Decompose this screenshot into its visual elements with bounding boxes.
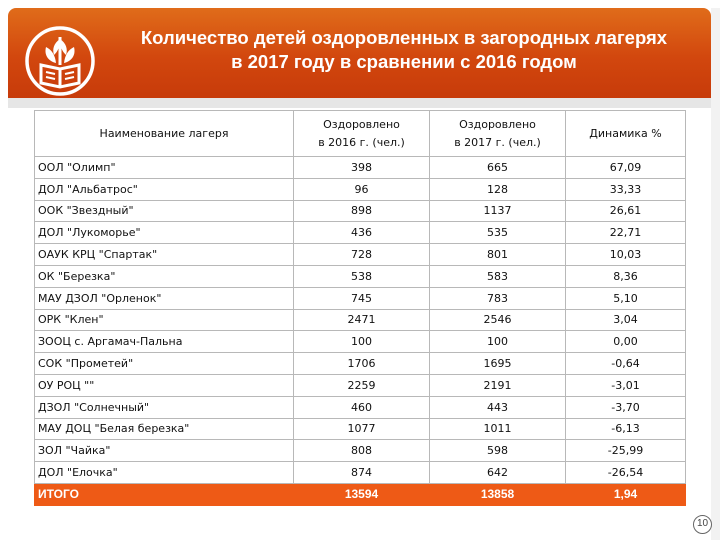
camp-name-cell: ОРК "Клен"	[35, 309, 294, 331]
camp-name-cell: ДОЛ "Альбатрос"	[35, 178, 294, 200]
page-number: 10	[693, 515, 712, 534]
table-row	[35, 287, 686, 309]
camp-name-cell: ДОЛ "Елочка"	[35, 462, 294, 484]
value-2017-cell: 1011	[430, 418, 566, 440]
table-row	[35, 418, 686, 440]
dynamics-cell: 22,71	[566, 222, 686, 244]
value-2016-cell: 460	[294, 396, 430, 418]
emblem-book-wheat-icon	[24, 25, 96, 97]
table-row	[35, 462, 686, 484]
value-2016-cell: 2471	[294, 309, 430, 331]
table-row	[35, 396, 686, 418]
table-row	[35, 331, 686, 353]
header-2016-line2: в 2016 г. (чел.)	[318, 135, 405, 149]
header-dynamics: Динамика %	[566, 111, 686, 157]
value-2016-cell: 1077	[294, 418, 430, 440]
camp-name-cell: МАУ ДОЦ "Белая березка"	[35, 418, 294, 440]
camp-name-cell: ДЗОЛ "Солнечный"	[35, 396, 294, 418]
dynamics-cell: -3,70	[566, 396, 686, 418]
camp-name-cell: ООЛ "Олимп"	[35, 157, 294, 179]
total-2016: 13594	[294, 483, 430, 505]
value-2016-cell: 100	[294, 331, 430, 353]
header-2017-line1: Оздоровлено	[459, 117, 536, 131]
camp-name-cell: ОУ РОЦ ""	[35, 374, 294, 396]
dynamics-cell: 67,09	[566, 157, 686, 179]
header-2017-line2: в 2017 г. (чел.)	[454, 135, 541, 149]
value-2017-cell: 1137	[430, 200, 566, 222]
table-row	[35, 200, 686, 222]
camp-name-cell: ОАУК КРЦ "Спартак"	[35, 244, 294, 266]
value-2017-cell: 128	[430, 178, 566, 200]
table-row	[35, 244, 686, 266]
value-2017-cell: 642	[430, 462, 566, 484]
camps-table	[34, 110, 686, 506]
value-2017-cell: 783	[430, 287, 566, 309]
dynamics-cell: 3,04	[566, 309, 686, 331]
dynamics-cell: 5,10	[566, 287, 686, 309]
value-2017-cell: 443	[430, 396, 566, 418]
value-2016-cell: 874	[294, 462, 430, 484]
dynamics-cell: -3,01	[566, 374, 686, 396]
table-row	[35, 265, 686, 287]
value-2017-cell: 535	[430, 222, 566, 244]
value-2016-cell: 398	[294, 157, 430, 179]
value-2017-cell: 2191	[430, 374, 566, 396]
camp-name-cell: ОК "Березка"	[35, 265, 294, 287]
value-2016-cell: 436	[294, 222, 430, 244]
slide-title	[104, 26, 704, 74]
total-label: ИТОГО	[35, 483, 294, 505]
title-line-1: Количество детей оздоровленных в загородных лагерях	[140, 27, 668, 48]
total-2017: 13858	[430, 483, 566, 505]
value-2016-cell: 728	[294, 244, 430, 266]
dynamics-cell: 0,00	[566, 331, 686, 353]
value-2016-cell: 538	[294, 265, 430, 287]
camp-name-cell: ЗОЛ "Чайка"	[35, 440, 294, 462]
table-row	[35, 157, 686, 179]
value-2017-cell: 598	[430, 440, 566, 462]
value-2016-cell: 2259	[294, 374, 430, 396]
title-line-2: в 2017 году в сравнении с 2016 годом	[231, 51, 577, 72]
table-row	[35, 222, 686, 244]
slide-header	[8, 8, 711, 98]
value-2017-cell: 2546	[430, 309, 566, 331]
table-row	[35, 353, 686, 375]
table-row	[35, 374, 686, 396]
table-row	[35, 440, 686, 462]
value-2016-cell: 1706	[294, 353, 430, 375]
value-2016-cell: 898	[294, 200, 430, 222]
value-2017-cell: 1695	[430, 353, 566, 375]
header-2016	[294, 111, 430, 157]
value-2017-cell: 665	[430, 157, 566, 179]
dynamics-cell: 26,61	[566, 200, 686, 222]
camp-name-cell: СОК "Прометей"	[35, 353, 294, 375]
dynamics-cell: 8,36	[566, 265, 686, 287]
value-2016-cell: 96	[294, 178, 430, 200]
camp-name-cell: ДОЛ "Лукоморье"	[35, 222, 294, 244]
camp-name-cell: ООК "Звездный"	[35, 200, 294, 222]
dynamics-cell: -25,99	[566, 440, 686, 462]
dynamics-cell: -26,54	[566, 462, 686, 484]
value-2016-cell: 808	[294, 440, 430, 462]
header-divider	[8, 98, 711, 108]
dynamics-cell: 10,03	[566, 244, 686, 266]
value-2017-cell: 100	[430, 331, 566, 353]
table-row	[35, 178, 686, 200]
table-header-row	[35, 111, 686, 157]
camp-name-cell: МАУ ДЗОЛ "Орленок"	[35, 287, 294, 309]
total-dynamics: 1,94	[566, 483, 686, 505]
total-row	[35, 483, 686, 505]
value-2017-cell: 801	[430, 244, 566, 266]
table-row	[35, 309, 686, 331]
value-2017-cell: 583	[430, 265, 566, 287]
header-2017	[430, 111, 566, 157]
camp-name-cell: ЗООЦ с. Аргамач-Пальна	[35, 331, 294, 353]
value-2016-cell: 745	[294, 287, 430, 309]
dynamics-cell: 33,33	[566, 178, 686, 200]
dynamics-cell: -6,13	[566, 418, 686, 440]
header-camp-name: Наименование лагеря	[35, 111, 294, 157]
dynamics-cell: -0,64	[566, 353, 686, 375]
slide-edge-shadow	[711, 8, 720, 540]
header-2016-line1: Оздоровлено	[323, 117, 400, 131]
